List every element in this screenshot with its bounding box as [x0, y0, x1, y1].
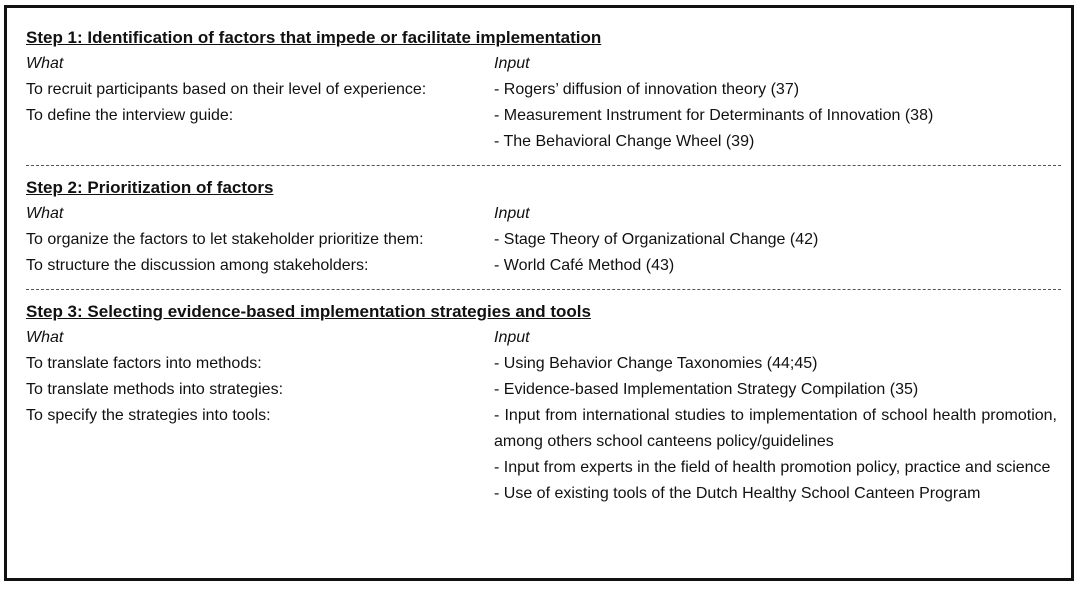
input-item: - Stage Theory of Organizational Change (42)	[494, 231, 819, 248]
input-cell	[494, 377, 1057, 403]
input-list	[494, 377, 1057, 403]
what-header: What	[26, 329, 64, 346]
input-cell	[494, 77, 1057, 103]
table-row	[26, 227, 1061, 253]
input-item: - Input from international studies to implementation of school health promotion, among others school canteens policy/guidelines	[494, 407, 1057, 450]
section-divider	[26, 289, 1061, 290]
input-item: - Measurement Instrument for Determinants of Innovation (38)	[494, 107, 934, 124]
input-header: Input	[494, 329, 530, 346]
input-cell	[494, 103, 1057, 155]
step-1-header-row	[26, 51, 1061, 77]
what-cell: To translate factors into methods:	[26, 355, 262, 372]
step-2-section	[26, 178, 1061, 279]
input-list	[494, 253, 1057, 279]
table-row	[26, 377, 1061, 403]
step-3-section	[26, 302, 1061, 507]
input-list	[494, 403, 1057, 507]
input-header: Input	[494, 205, 530, 222]
input-cell	[494, 351, 1057, 377]
step-1-section	[26, 28, 1061, 155]
input-cell	[494, 227, 1057, 253]
what-cell: To recruit participants based on their level of experience:	[26, 81, 427, 98]
input-item: - Use of existing tools of the Dutch Healthy School Canteen Program	[494, 485, 981, 502]
what-cell: To translate methods into strategies:	[26, 381, 284, 398]
input-cell	[494, 403, 1057, 507]
table-content	[26, 28, 1061, 507]
table-row	[26, 103, 1061, 155]
table-row	[26, 77, 1061, 103]
step-1-title: Step 1: Identification of factors that impede or facilitate implementation	[26, 28, 602, 47]
what-cell: To specify the strategies into tools:	[26, 407, 271, 424]
step-2-header-row	[26, 201, 1061, 227]
step-3-header-row	[26, 325, 1061, 351]
input-item: - Evidence-based Implementation Strategy Compilation (35)	[494, 381, 919, 398]
input-cell	[494, 253, 1057, 279]
input-item: - World Café Method (43)	[494, 257, 675, 274]
what-header: What	[26, 205, 64, 222]
input-item: - The Behavioral Change Wheel (39)	[494, 133, 755, 150]
table-row	[26, 403, 1061, 507]
what-cell: To structure the discussion among stakeholders:	[26, 257, 369, 274]
table-row	[26, 253, 1061, 279]
input-list	[494, 77, 1057, 103]
section-divider	[26, 165, 1061, 166]
input-item: - Rogers’ diffusion of innovation theory (37)	[494, 81, 800, 98]
input-header: Input	[494, 55, 530, 72]
input-item: - Using Behavior Change Taxonomies (44;45)	[494, 355, 818, 372]
step-3-title: Step 3: Selecting evidence-based implementation strategies and tools	[26, 302, 591, 321]
table-row	[26, 351, 1061, 377]
input-item: - Input from experts in the field of health promotion policy, practice and science	[494, 459, 1051, 476]
input-list	[494, 227, 1057, 253]
what-header: What	[26, 55, 64, 72]
input-list	[494, 103, 1057, 155]
what-cell: To organize the factors to let stakeholder prioritize them:	[26, 231, 424, 248]
table-frame	[4, 5, 1074, 581]
input-list	[494, 351, 1057, 377]
what-cell: To define the interview guide:	[26, 107, 234, 124]
step-2-title: Step 2: Prioritization of factors	[26, 178, 274, 197]
